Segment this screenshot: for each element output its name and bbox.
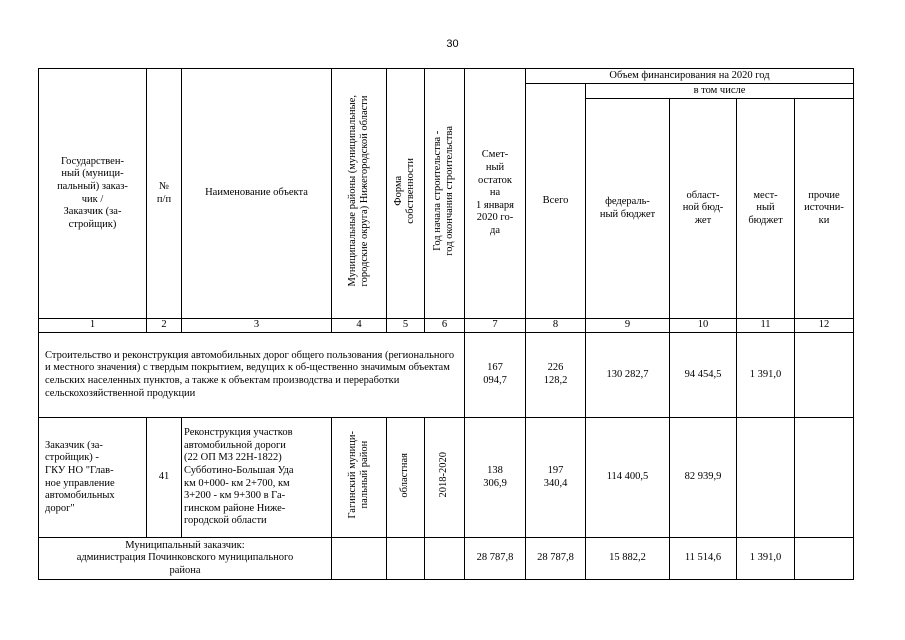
municipal-local: 1 391,0: [737, 538, 795, 580]
header-financing: Объем финансирования на 2020 год: [526, 69, 854, 84]
section-local: 1 391,0: [737, 333, 795, 418]
header-customer: Государствен- ный (муници- пальный) заказ- чик / Заказчик (за- стройщик): [39, 69, 147, 319]
municipal-total: 28 787,8: [526, 538, 586, 580]
empty-cell: [425, 538, 465, 580]
column-number: 11: [737, 319, 795, 333]
municipal-regional: 11 514,6: [670, 538, 737, 580]
object-district-cell: [332, 418, 387, 538]
header-district-cell: [332, 69, 387, 319]
object-ownership: областная: [399, 452, 411, 498]
header-object-name: Наименование объекта: [182, 69, 332, 319]
financing-table: [38, 68, 854, 580]
object-estimate-balance: 138 306,9: [465, 418, 526, 538]
header-including: в том числе: [586, 84, 854, 99]
column-number: 5: [387, 319, 425, 333]
column-number: 9: [586, 319, 670, 333]
object-customer: Заказчик (за- стройщик) - ГКУ НО "Глав- ное управление автомобильных дорог": [39, 418, 147, 538]
object-local: [737, 418, 795, 538]
section-estimate-balance: 167 094,7: [465, 333, 526, 418]
header-years-cell: [425, 69, 465, 319]
section-other: [795, 333, 854, 418]
object-total: 197 340,4: [526, 418, 586, 538]
empty-cell: [387, 538, 425, 580]
object-federal: 114 400,5: [586, 418, 670, 538]
empty-cell: [332, 538, 387, 580]
header-number: № п/п: [147, 69, 182, 319]
section-title: Строительство и реконструкция автомобильных дорог общего пользования (регионального и местного значения) с твердым покрытием, ведущих к об-щественно значимым объектам сельских населенных пунктов, а также к объектам производства и переработки сельскохозяйственной продукции: [39, 333, 465, 418]
municipal-row: [39, 538, 854, 580]
column-number: 2: [147, 319, 182, 333]
municipal-estimate-balance: 28 787,8: [465, 538, 526, 580]
column-number: 1: [39, 319, 147, 333]
header-local: мест- ный бюджет: [737, 99, 795, 319]
section-total: 226 128,2: [526, 333, 586, 418]
header-other: прочие источни- ки: [795, 99, 854, 319]
object-name: Реконструкция участков автомобильной дороги (22 ОП МЗ 22Н-1822) Субботино-Большая Уда км 0+000- км 2+700, км 3+200 - км 9+300 в Га- гинском районе Ниже- городской области: [182, 418, 332, 538]
page-number: 30: [446, 38, 459, 50]
object-number: 41: [147, 418, 182, 538]
object-regional: 82 939,9: [670, 418, 737, 538]
header-total: Всего: [526, 84, 586, 319]
municipal-customer: Муниципальный заказчик: администрация Починковского муниципального района: [39, 538, 332, 580]
object-row: [39, 418, 854, 538]
column-number: 12: [795, 319, 854, 333]
object-district: Гагинский муници- пальный район: [346, 431, 370, 519]
section-federal: 130 282,7: [586, 333, 670, 418]
object-years-cell: [425, 418, 465, 538]
object-years: 2018-2020: [438, 452, 450, 498]
section-regional: 94 454,5: [670, 333, 737, 418]
header-federal: федераль- ный бюджет: [586, 99, 670, 319]
column-number: 3: [182, 319, 332, 333]
header-years: Год начала строительства - год окончания строительства: [432, 126, 456, 257]
municipal-other: [795, 538, 854, 580]
column-number: 6: [425, 319, 465, 333]
column-number: 4: [332, 319, 387, 333]
header-ownership: Форма собственности: [393, 158, 417, 225]
object-ownership-cell: [387, 418, 425, 538]
header-estimate-balance: Смет- ный остаток на 1 января 2020 го- да: [465, 69, 526, 319]
column-number: 7: [465, 319, 526, 333]
header-district: Муниципальные районы (муниципальные, городские округа) Нижегородской области: [346, 95, 370, 287]
column-number: 10: [670, 319, 737, 333]
header-ownership-cell: [387, 69, 425, 319]
header-regional: област- ной бюд- жет: [670, 99, 737, 319]
object-other: [795, 418, 854, 538]
column-number-row: [39, 319, 854, 333]
column-number: 8: [526, 319, 586, 333]
section-row: [39, 333, 854, 418]
municipal-federal: 15 882,2: [586, 538, 670, 580]
